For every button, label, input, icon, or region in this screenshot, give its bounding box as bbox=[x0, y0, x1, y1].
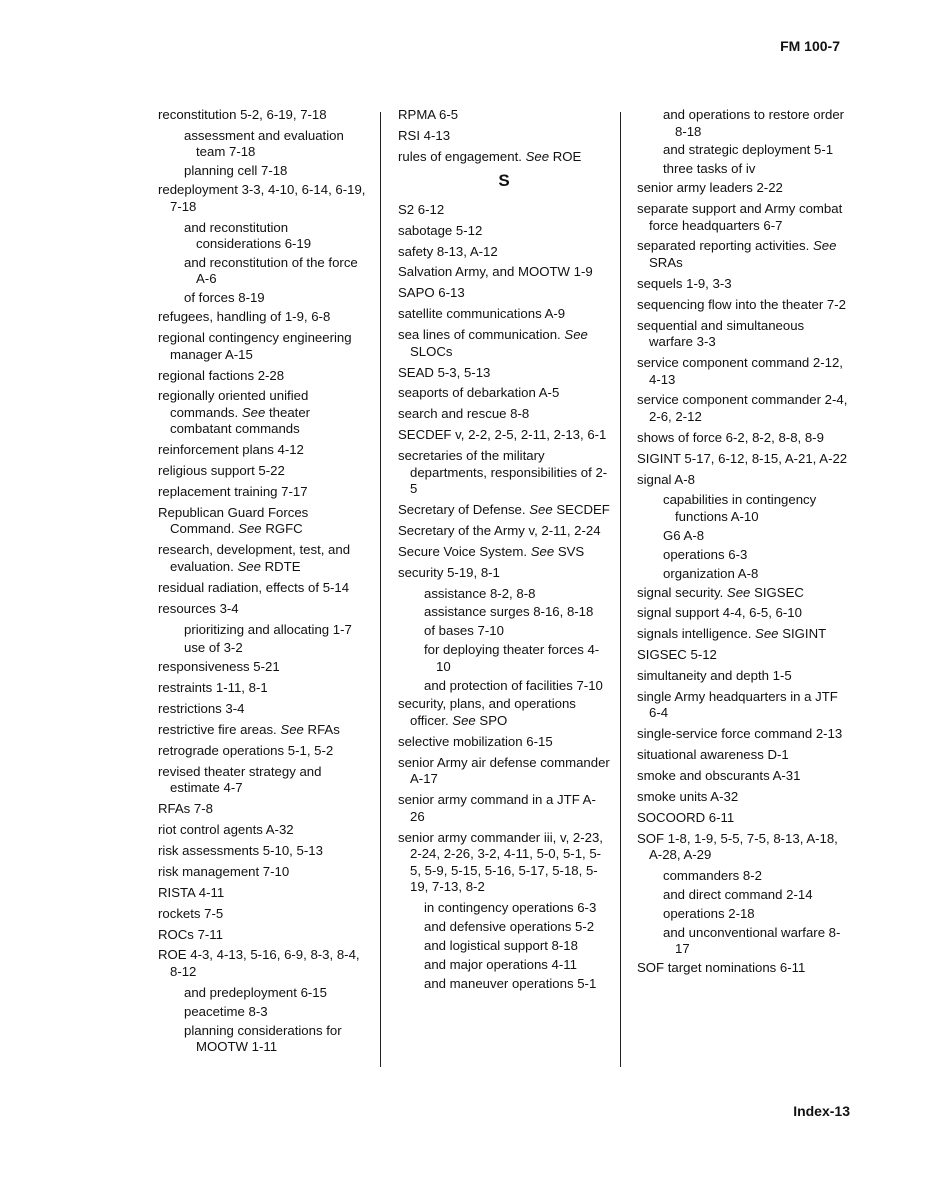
entry-text: sequential and simultaneous warfare 3-3 bbox=[637, 317, 805, 350]
index-entry bbox=[398, 523, 610, 540]
entry-text: single Army headquarters in a JTF 6-4 bbox=[637, 688, 838, 721]
entry-text: senior army commander iii, v, 2-23, 2-24, 2-26, 3-2, 4-11, 5-0, 5-1, 5-5, 5-9, 5-15, 5-16, 5-17, 5-18, 5-19, 7-13, 8-2 bbox=[398, 829, 603, 895]
entry-text: Secure Voice System. bbox=[398, 543, 528, 559]
entry-text: Secretary of the Army v, 2-11, 2-24 bbox=[398, 522, 601, 538]
entry-text: capabilities in contingency functions A-10 bbox=[663, 492, 817, 524]
index-entry bbox=[398, 755, 610, 788]
entry-text: simultaneity and depth 1-5 bbox=[637, 668, 792, 684]
index-entry bbox=[158, 580, 370, 597]
see-reference-label: See bbox=[726, 584, 751, 600]
index-entry bbox=[637, 201, 849, 234]
index-entry bbox=[158, 843, 370, 860]
entry-text: and operations to restore order 8-18 bbox=[663, 107, 845, 139]
index-entry bbox=[158, 463, 370, 480]
index-entry bbox=[637, 810, 849, 827]
index-subentry bbox=[398, 900, 610, 917]
entry-text: prioritizing and allocating 1-7 bbox=[184, 621, 352, 637]
entry-text: of forces 8-19 bbox=[184, 290, 265, 306]
entry-text: RFAs 7-8 bbox=[158, 801, 213, 817]
index-entry bbox=[637, 960, 849, 977]
entry-text: senior army command in a JTF A-26 bbox=[398, 792, 596, 824]
page-number: Index-13 bbox=[793, 1103, 850, 1119]
index-subentry bbox=[637, 142, 849, 159]
index-entry bbox=[637, 355, 849, 388]
entry-text: signal support 4-4, 6-5, 6-10 bbox=[637, 605, 802, 621]
index-subentry bbox=[158, 163, 370, 180]
see-reference-label: See bbox=[238, 521, 262, 537]
see-reference-target: SIGSEC bbox=[754, 584, 804, 600]
index-subentry bbox=[637, 566, 849, 583]
entry-text: and logistical support 8-18 bbox=[424, 937, 578, 953]
entry-text: peacetime 8-3 bbox=[184, 1003, 268, 1019]
index-entry bbox=[637, 726, 849, 743]
index-subentry bbox=[158, 290, 370, 307]
entry-text: SOF target nominations 6-11 bbox=[637, 960, 806, 976]
entry-text: Salvation Army, and MOOTW 1-9 bbox=[398, 264, 593, 280]
entry-text: religious support 5-22 bbox=[158, 463, 285, 479]
entry-text: operations 2-18 bbox=[663, 906, 755, 921]
see-reference-label: See bbox=[237, 558, 261, 574]
index-entry bbox=[637, 789, 849, 806]
entry-text: and reconstitution considerations 6-19 bbox=[184, 219, 312, 252]
entry-text: restraints 1-11, 8-1 bbox=[158, 680, 268, 696]
index-entry bbox=[158, 722, 370, 739]
entry-text: smoke and obscurants A-31 bbox=[637, 768, 801, 784]
index-entry bbox=[158, 505, 370, 538]
index-entry bbox=[158, 947, 370, 980]
entry-text: and direct command 2-14 bbox=[663, 887, 813, 903]
index-entry bbox=[158, 801, 370, 818]
index-entry bbox=[637, 297, 849, 314]
index-entry bbox=[158, 822, 370, 839]
index-entry bbox=[637, 831, 849, 864]
index-entry bbox=[398, 223, 610, 240]
entry-text: riot control agents A-32 bbox=[158, 822, 294, 838]
see-reference-target: SPO bbox=[479, 712, 508, 728]
index-entry bbox=[398, 306, 610, 323]
index-entry bbox=[158, 885, 370, 902]
entry-text: ROE 4-3, 4-13, 5-16, 6-9, 8-3, 8-4, 8-12 bbox=[158, 947, 360, 979]
entry-text: rules of engagement. bbox=[398, 148, 522, 164]
see-reference-target: SIGINT bbox=[782, 626, 827, 642]
index-entry bbox=[158, 743, 370, 760]
entry-text: and predeployment 6-15 bbox=[184, 984, 327, 1000]
entry-text: three tasks of iv bbox=[663, 161, 756, 177]
entry-text: resources 3-4 bbox=[158, 600, 239, 616]
index-entry bbox=[637, 238, 849, 271]
entry-text: assessment and evaluation team 7-18 bbox=[184, 127, 344, 160]
index-subentry bbox=[637, 492, 849, 525]
entry-text: revised theater strategy and estimate 4-7 bbox=[158, 763, 322, 796]
entry-text: regional contingency engineering manager A-15 bbox=[158, 330, 352, 362]
index-entry bbox=[158, 680, 370, 697]
index-entry bbox=[398, 406, 610, 423]
entry-text: separate support and Army combat force headquarters 6-7 bbox=[637, 201, 843, 233]
index-entry bbox=[637, 626, 849, 643]
entry-text: senior Army air defense commander A-17 bbox=[398, 754, 610, 787]
entry-text: planning considerations for MOOTW 1-11 bbox=[184, 1022, 342, 1055]
entry-text: and unconventional warfare 8-17 bbox=[663, 924, 841, 957]
index-entry bbox=[398, 202, 610, 219]
entry-text: sequels 1-9, 3-3 bbox=[637, 275, 732, 291]
index-entry bbox=[158, 368, 370, 385]
index-entry bbox=[398, 830, 610, 896]
index-entry bbox=[158, 601, 370, 618]
index-entry bbox=[637, 647, 849, 664]
index-subentry bbox=[637, 107, 849, 140]
index-entry bbox=[637, 392, 849, 425]
index-entry bbox=[637, 318, 849, 351]
entry-text: and maneuver operations 5-1 bbox=[424, 975, 597, 991]
entry-text: G6 A-8 bbox=[663, 527, 705, 543]
index-entry bbox=[158, 388, 370, 438]
index-subentry bbox=[158, 220, 370, 253]
index-entry bbox=[158, 330, 370, 363]
see-reference-label: See bbox=[525, 148, 550, 164]
index-subentry bbox=[398, 938, 610, 955]
entry-text: search and rescue 8-8 bbox=[398, 406, 530, 422]
index-entry bbox=[158, 864, 370, 881]
entry-text: signal A-8 bbox=[637, 471, 695, 487]
index-column-2 bbox=[398, 107, 610, 994]
index-subentry bbox=[158, 640, 370, 657]
entry-text: separated reporting activities. bbox=[637, 238, 810, 254]
entry-text: signals intelligence. bbox=[637, 626, 752, 642]
index-entry bbox=[158, 764, 370, 797]
entry-text: service component command 2-12, 4-13 bbox=[637, 355, 843, 387]
index-subentry bbox=[158, 255, 370, 288]
entry-text: safety 8-13, A-12 bbox=[398, 243, 498, 259]
index-subentry bbox=[637, 161, 849, 178]
see-reference-label: See bbox=[812, 238, 837, 254]
index-subentry bbox=[398, 678, 610, 695]
entry-text: S2 6-12 bbox=[398, 201, 445, 217]
entry-text: RPMA 6-5 bbox=[398, 107, 459, 122]
entry-text: shows of force 6-2, 8-2, 8-8, 8-9 bbox=[637, 429, 824, 445]
index-entry bbox=[398, 244, 610, 261]
index-subentry bbox=[637, 925, 849, 958]
entry-text: SOF 1-8, 1-9, 5-5, 7-5, 8-13, A-18, A-28, A-29 bbox=[637, 830, 838, 863]
entry-text: operations 6-3 bbox=[663, 546, 748, 562]
entry-text: SIGINT 5-17, 6-12, 8-15, A-21, A-22 bbox=[637, 450, 848, 466]
entry-text: situational awareness D-1 bbox=[637, 747, 789, 763]
see-reference-label: See bbox=[529, 501, 553, 517]
index-entry bbox=[158, 182, 370, 215]
index-entry bbox=[158, 484, 370, 501]
entry-text: commanders 8-2 bbox=[663, 868, 762, 884]
entry-text: risk management 7-10 bbox=[158, 863, 290, 879]
entry-text: restrictive fire areas. bbox=[158, 721, 277, 737]
index-subentry bbox=[637, 906, 849, 923]
see-reference-label: See bbox=[280, 721, 304, 737]
index-subentry bbox=[398, 642, 610, 675]
entry-text: refugees, handling of 1-9, 6-8 bbox=[158, 309, 331, 325]
index-subentry bbox=[398, 957, 610, 974]
entry-text: regionally oriented unified commands. bbox=[158, 388, 309, 420]
see-reference-target: theater combatant commands bbox=[170, 404, 311, 437]
index-entry bbox=[637, 768, 849, 785]
entry-text: RISTA 4-11 bbox=[158, 884, 225, 900]
index-entry bbox=[158, 309, 370, 326]
entry-text: assistance 8-2, 8-8 bbox=[424, 585, 536, 601]
entry-text: reconstitution 5-2, 6-19, 7-18 bbox=[158, 107, 327, 122]
see-reference-label: See bbox=[564, 327, 588, 343]
entry-text: regional factions 2-28 bbox=[158, 367, 285, 383]
entry-text: and major operations 4-11 bbox=[424, 956, 577, 972]
index-entry bbox=[637, 472, 849, 489]
entry-text: smoke units A-32 bbox=[637, 789, 739, 805]
index-entry bbox=[637, 668, 849, 685]
index-entry bbox=[158, 659, 370, 676]
entry-text: replacement training 7-17 bbox=[158, 484, 308, 500]
index-subentry bbox=[637, 528, 849, 545]
see-reference-target: ROE bbox=[552, 148, 582, 164]
index-entry bbox=[398, 285, 610, 302]
index-subentry bbox=[398, 604, 610, 621]
index-entry bbox=[398, 565, 610, 582]
entry-text: service component commander 2-4, 2-6, 2-12 bbox=[637, 392, 848, 424]
entry-text: security, plans, and operations officer. bbox=[398, 696, 576, 728]
index-entry bbox=[398, 385, 610, 402]
index-subentry bbox=[158, 128, 370, 161]
index-subentry bbox=[398, 586, 610, 603]
index-entry bbox=[637, 585, 849, 602]
entry-text: Republican Guard Forces Command. bbox=[158, 504, 309, 537]
entry-text: security 5-19, 8-1 bbox=[398, 564, 500, 580]
index-column-1 bbox=[158, 107, 370, 1058]
index-column-3 bbox=[637, 107, 849, 981]
entry-text: risk assessments 5-10, 5-13 bbox=[158, 842, 323, 858]
entry-text: rockets 7-5 bbox=[158, 905, 224, 921]
see-reference-target: SECDEF bbox=[556, 501, 610, 517]
entry-text: S bbox=[498, 171, 510, 191]
entry-text: retrograde operations 5-1, 5-2 bbox=[158, 742, 334, 758]
entry-text: selective mobilization 6-15 bbox=[398, 733, 553, 749]
entry-text: assistance surges 8-16, 8-18 bbox=[424, 604, 594, 620]
see-reference-label: See bbox=[530, 543, 555, 559]
index-entry bbox=[637, 430, 849, 447]
see-reference-target: SVS bbox=[557, 543, 585, 559]
entry-text: residual radiation, effects of 5-14 bbox=[158, 579, 350, 595]
index-subentry bbox=[158, 985, 370, 1002]
index-subentry bbox=[158, 1004, 370, 1021]
index-entry bbox=[398, 327, 610, 360]
index-entry bbox=[158, 107, 370, 124]
index-entry bbox=[637, 747, 849, 764]
entry-text: and reconstitution of the force A-6 bbox=[184, 254, 358, 287]
entry-text: secretaries of the military departments, responsibilities of 2-5 bbox=[398, 448, 608, 497]
index-entry bbox=[398, 264, 610, 281]
entry-text: redeployment 3-3, 4-10, 6-14, 6-19, 7-18 bbox=[158, 182, 366, 214]
section-letter bbox=[398, 173, 610, 190]
entry-text: responsiveness 5-21 bbox=[158, 659, 280, 675]
index-entry bbox=[158, 542, 370, 575]
index-entry bbox=[398, 696, 610, 729]
entry-text: research, development, test, and evaluation. bbox=[158, 542, 351, 574]
column-divider bbox=[380, 112, 381, 1067]
index-subentry bbox=[637, 547, 849, 564]
index-entry bbox=[398, 128, 610, 145]
see-reference-label: See bbox=[755, 626, 779, 642]
index-entry bbox=[398, 502, 610, 519]
entry-text: reinforcement plans 4-12 bbox=[158, 442, 304, 458]
index-entry bbox=[398, 544, 610, 561]
see-reference-label: See bbox=[452, 712, 476, 728]
entry-text: SOCOORD 6-11 bbox=[637, 809, 735, 825]
column-divider bbox=[620, 112, 621, 1067]
index-subentry bbox=[158, 1023, 370, 1056]
index-entry bbox=[398, 734, 610, 751]
index-subentry bbox=[398, 976, 610, 993]
index-entry bbox=[158, 906, 370, 923]
see-reference-label: See bbox=[241, 404, 266, 420]
entry-text: for deploying theater forces 4-10 bbox=[424, 642, 600, 674]
index-entry bbox=[637, 605, 849, 622]
see-reference-target: RDTE bbox=[264, 558, 301, 574]
index-entry bbox=[158, 442, 370, 459]
entry-text: satellite communications A-9 bbox=[398, 306, 566, 322]
entry-text: SAPO 6-13 bbox=[398, 285, 465, 301]
entry-text: planning cell 7-18 bbox=[184, 163, 288, 179]
entry-text: of bases 7-10 bbox=[424, 623, 504, 639]
entry-text: sequencing flow into the theater 7-2 bbox=[637, 296, 846, 312]
index-subentry bbox=[158, 622, 370, 639]
see-reference-target: SRAs bbox=[649, 254, 683, 270]
entry-text: ROCs 7-11 bbox=[158, 926, 223, 942]
index-entry bbox=[637, 689, 849, 722]
entry-text: use of 3-2 bbox=[184, 640, 243, 656]
entry-text: Secretary of Defense. bbox=[398, 501, 526, 517]
index-subentry bbox=[398, 623, 610, 640]
entry-text: and defensive operations 5-2 bbox=[424, 918, 595, 934]
see-reference-target: SLOCs bbox=[410, 343, 453, 359]
index-subentry bbox=[637, 868, 849, 885]
see-reference-target: RGFC bbox=[265, 521, 303, 537]
entry-text: and protection of facilities 7-10 bbox=[424, 677, 603, 693]
page-header: FM 100-7 bbox=[780, 38, 840, 54]
index-entry bbox=[398, 365, 610, 382]
entry-text: sabotage 5-12 bbox=[398, 222, 483, 238]
index-entry bbox=[637, 276, 849, 293]
index-entry bbox=[158, 927, 370, 944]
entry-text: single-service force command 2-13 bbox=[637, 726, 843, 742]
index-entry bbox=[637, 451, 849, 468]
entry-text: SIGSEC 5-12 bbox=[637, 647, 717, 663]
index-entry bbox=[398, 107, 610, 124]
index-entry bbox=[637, 180, 849, 197]
entry-text: SECDEF v, 2-2, 2-5, 2-11, 2-13, 6-1 bbox=[398, 427, 607, 443]
index-subentry bbox=[637, 887, 849, 904]
index-entry bbox=[158, 701, 370, 718]
entry-text: in contingency operations 6-3 bbox=[424, 899, 597, 915]
index-entry bbox=[398, 792, 610, 825]
entry-text: RSI 4-13 bbox=[398, 127, 451, 143]
index-entry bbox=[398, 149, 610, 166]
index-subentry bbox=[398, 919, 610, 936]
entry-text: and strategic deployment 5-1 bbox=[663, 142, 834, 158]
entry-text: sea lines of communication. bbox=[398, 327, 561, 343]
index-entry bbox=[398, 448, 610, 498]
see-reference-target: RFAs bbox=[307, 721, 340, 737]
index-entry bbox=[398, 427, 610, 444]
entry-text: signal security. bbox=[637, 584, 724, 600]
entry-text: restrictions 3-4 bbox=[158, 701, 245, 717]
entry-text: organization A-8 bbox=[663, 565, 759, 581]
entry-text: seaports of debarkation A-5 bbox=[398, 385, 560, 401]
entry-text: senior army leaders 2-22 bbox=[637, 180, 783, 196]
entry-text: SEAD 5-3, 5-13 bbox=[398, 364, 491, 380]
